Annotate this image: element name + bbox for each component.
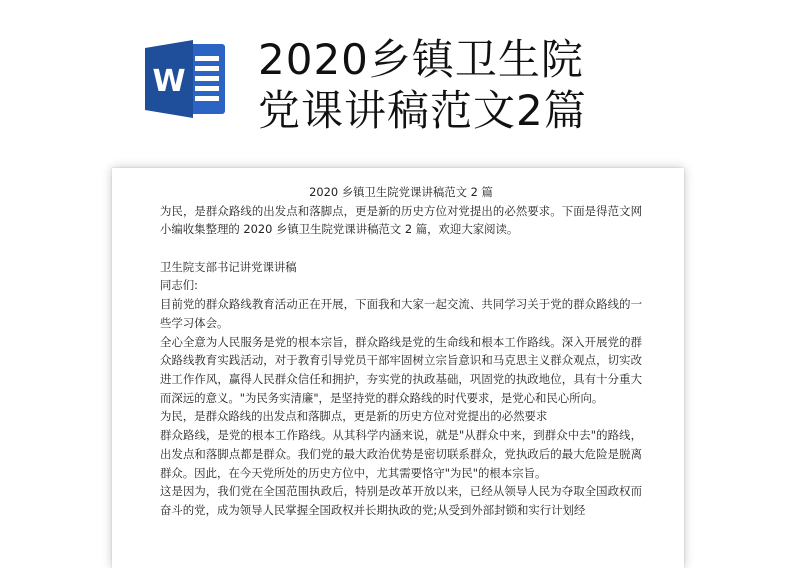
word-icon-letter: W [152, 64, 186, 99]
paragraph: 全心全意为人民服务是党的根本宗旨，群众路线是党的生命线和根本工作路线。深入开展党的群众路线教育实践活动，对于教育引导党员干部牢固树立宗旨意识和马克思主义群众观点，切实改进工作作风，赢得人民群众信任和拥护，夯实党的执政基础，巩固党的执政地位，具有十分重大而深远的意义。"为民务实清廉"，是坚持党的群众路线的时代要求，是党心和民心所向。 [160, 334, 642, 405]
banner-title-line-2: 党课讲稿范文2篇 [258, 86, 587, 135]
paragraph: 群众路线，是党的根本工作路线。从其科学内涵来说，就是"从群众中来，到群众中去"的路线，出发点和落脚点都是群众。我们党的最大政治优势是密切联系群众，党执政后的最大危险是脱离群众。因此，在今天党所处的历史方位中，尤其需要恪守"为民"的根本宗旨。 [160, 428, 642, 480]
paragraph: 为民，是群众路线的出发点和落脚点，更是新的历史方位对党提出的必然要求 [160, 409, 548, 424]
paragraph: 目前党的群众路线教育活动正在开展，下面我和大家一起交流、共同学习关于党的群众路线的一些学习体会。 [160, 297, 642, 330]
paragraph: 这是因为，我们党在全国范围执政后，特别是改革开放以来，已经从领导人民为夺取全国政权而奋斗的党，成为领导人民掌握全国政权并长期执政的党;从受到外部封锁和实行计划经 [160, 484, 642, 517]
document-title: 2020 乡镇卫生院党课讲稿范文 2 篇 [309, 185, 493, 199]
banner-title [258, 34, 587, 136]
word-document-icon [143, 38, 231, 120]
banner-title-line-1: 2020乡镇卫生院 [258, 35, 584, 84]
paragraph-intro: 为民，是群众路线的出发点和落脚点，更是新的历史方位对党提出的必然要求。下面是得范文网小编收集整理的 2020 乡镇卫生院党课讲稿范文 2 篇，欢迎大家阅读。 [160, 203, 642, 237]
salutation: 同志们: [160, 278, 199, 293]
banner [0, 0, 800, 160]
section-heading: 卫生院支部书记讲党课讲稿 [160, 259, 297, 274]
document-body [160, 183, 642, 520]
blank-line [160, 239, 642, 258]
